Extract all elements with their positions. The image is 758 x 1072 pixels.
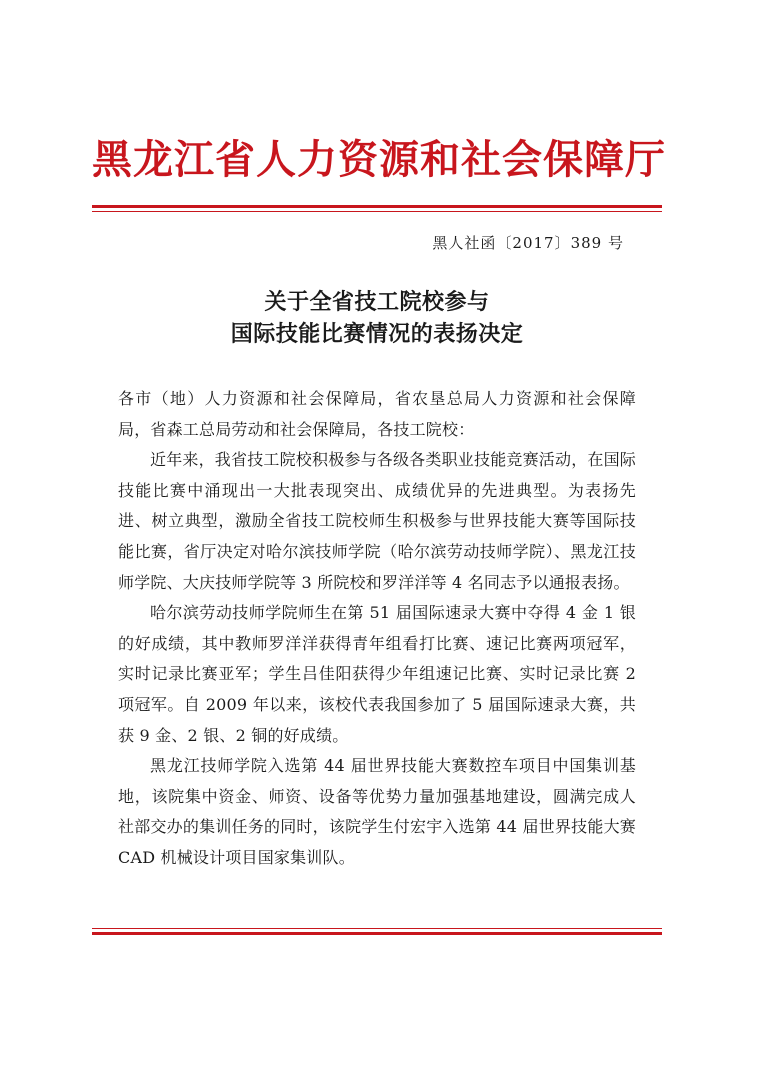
document-title	[92, 286, 662, 350]
body-paragraph-3: 黑龙江技师学院入选第 44 届世界技能大赛数控车项目中国集训基地，该院集中资金、师资、设备等优势力量加强基地建设，圆满完成人社部交办的集训任务的同时，该院学生付宏宇入选第 44 届世界技能大赛 CAD 机械设计项目国家集训队。	[118, 756, 636, 867]
document-title-line-2: 国际技能比赛情况的表扬决定	[230, 321, 524, 347]
document-title-line-1: 关于全省技工院校参与	[264, 289, 490, 315]
header-rule-thick	[92, 205, 662, 208]
issuing-authority-title: 黑龙江省人力资源和社会保障厅	[92, 136, 666, 183]
body-paragraph-1: 近年来，我省技工院校积极参与各级各类职业技能竞赛活动，在国际技能比赛中涌现出一大批表现突出、成绩优异的先进典型。为表扬先进、树立典型，激励全省技工院校师生积极参与世界技能大赛等国际技能比赛，省厅决定对哈尔滨技师学院（哈尔滨劳动技师学院）、黑龙江技师学院、大庆技师学院等 3 所院校和罗洋洋等 4 名同志予以通报表扬。	[118, 450, 637, 592]
document-number: 黑人社函〔2017〕389 号	[432, 234, 624, 252]
footer-rule-thin	[92, 928, 662, 929]
document-body	[118, 384, 636, 874]
header-rule-thin	[92, 211, 662, 212]
salutation: 各市（地）人力资源和社会保障局，省农垦总局人力资源和社会保障局，省森工总局劳动和社会保障局，各技工院校：	[118, 389, 636, 439]
footer-rule-thick	[92, 932, 662, 935]
body-paragraph-2: 哈尔滨劳动技师学院师生在第 51 届国际速录大赛中夺得 4 金 1 银的好成绩，其中教师罗洋洋获得青年组看打比赛、速记比赛两项冠军，实时记录比赛亚军；学生吕佳阳获得少年组速记比赛、实时记录比赛 2 项冠军。自 2009 年以来，该校代表我国参加了 5 届国际速录大赛，共获 9 金、2 银、2 铜的好成绩。	[118, 603, 636, 745]
